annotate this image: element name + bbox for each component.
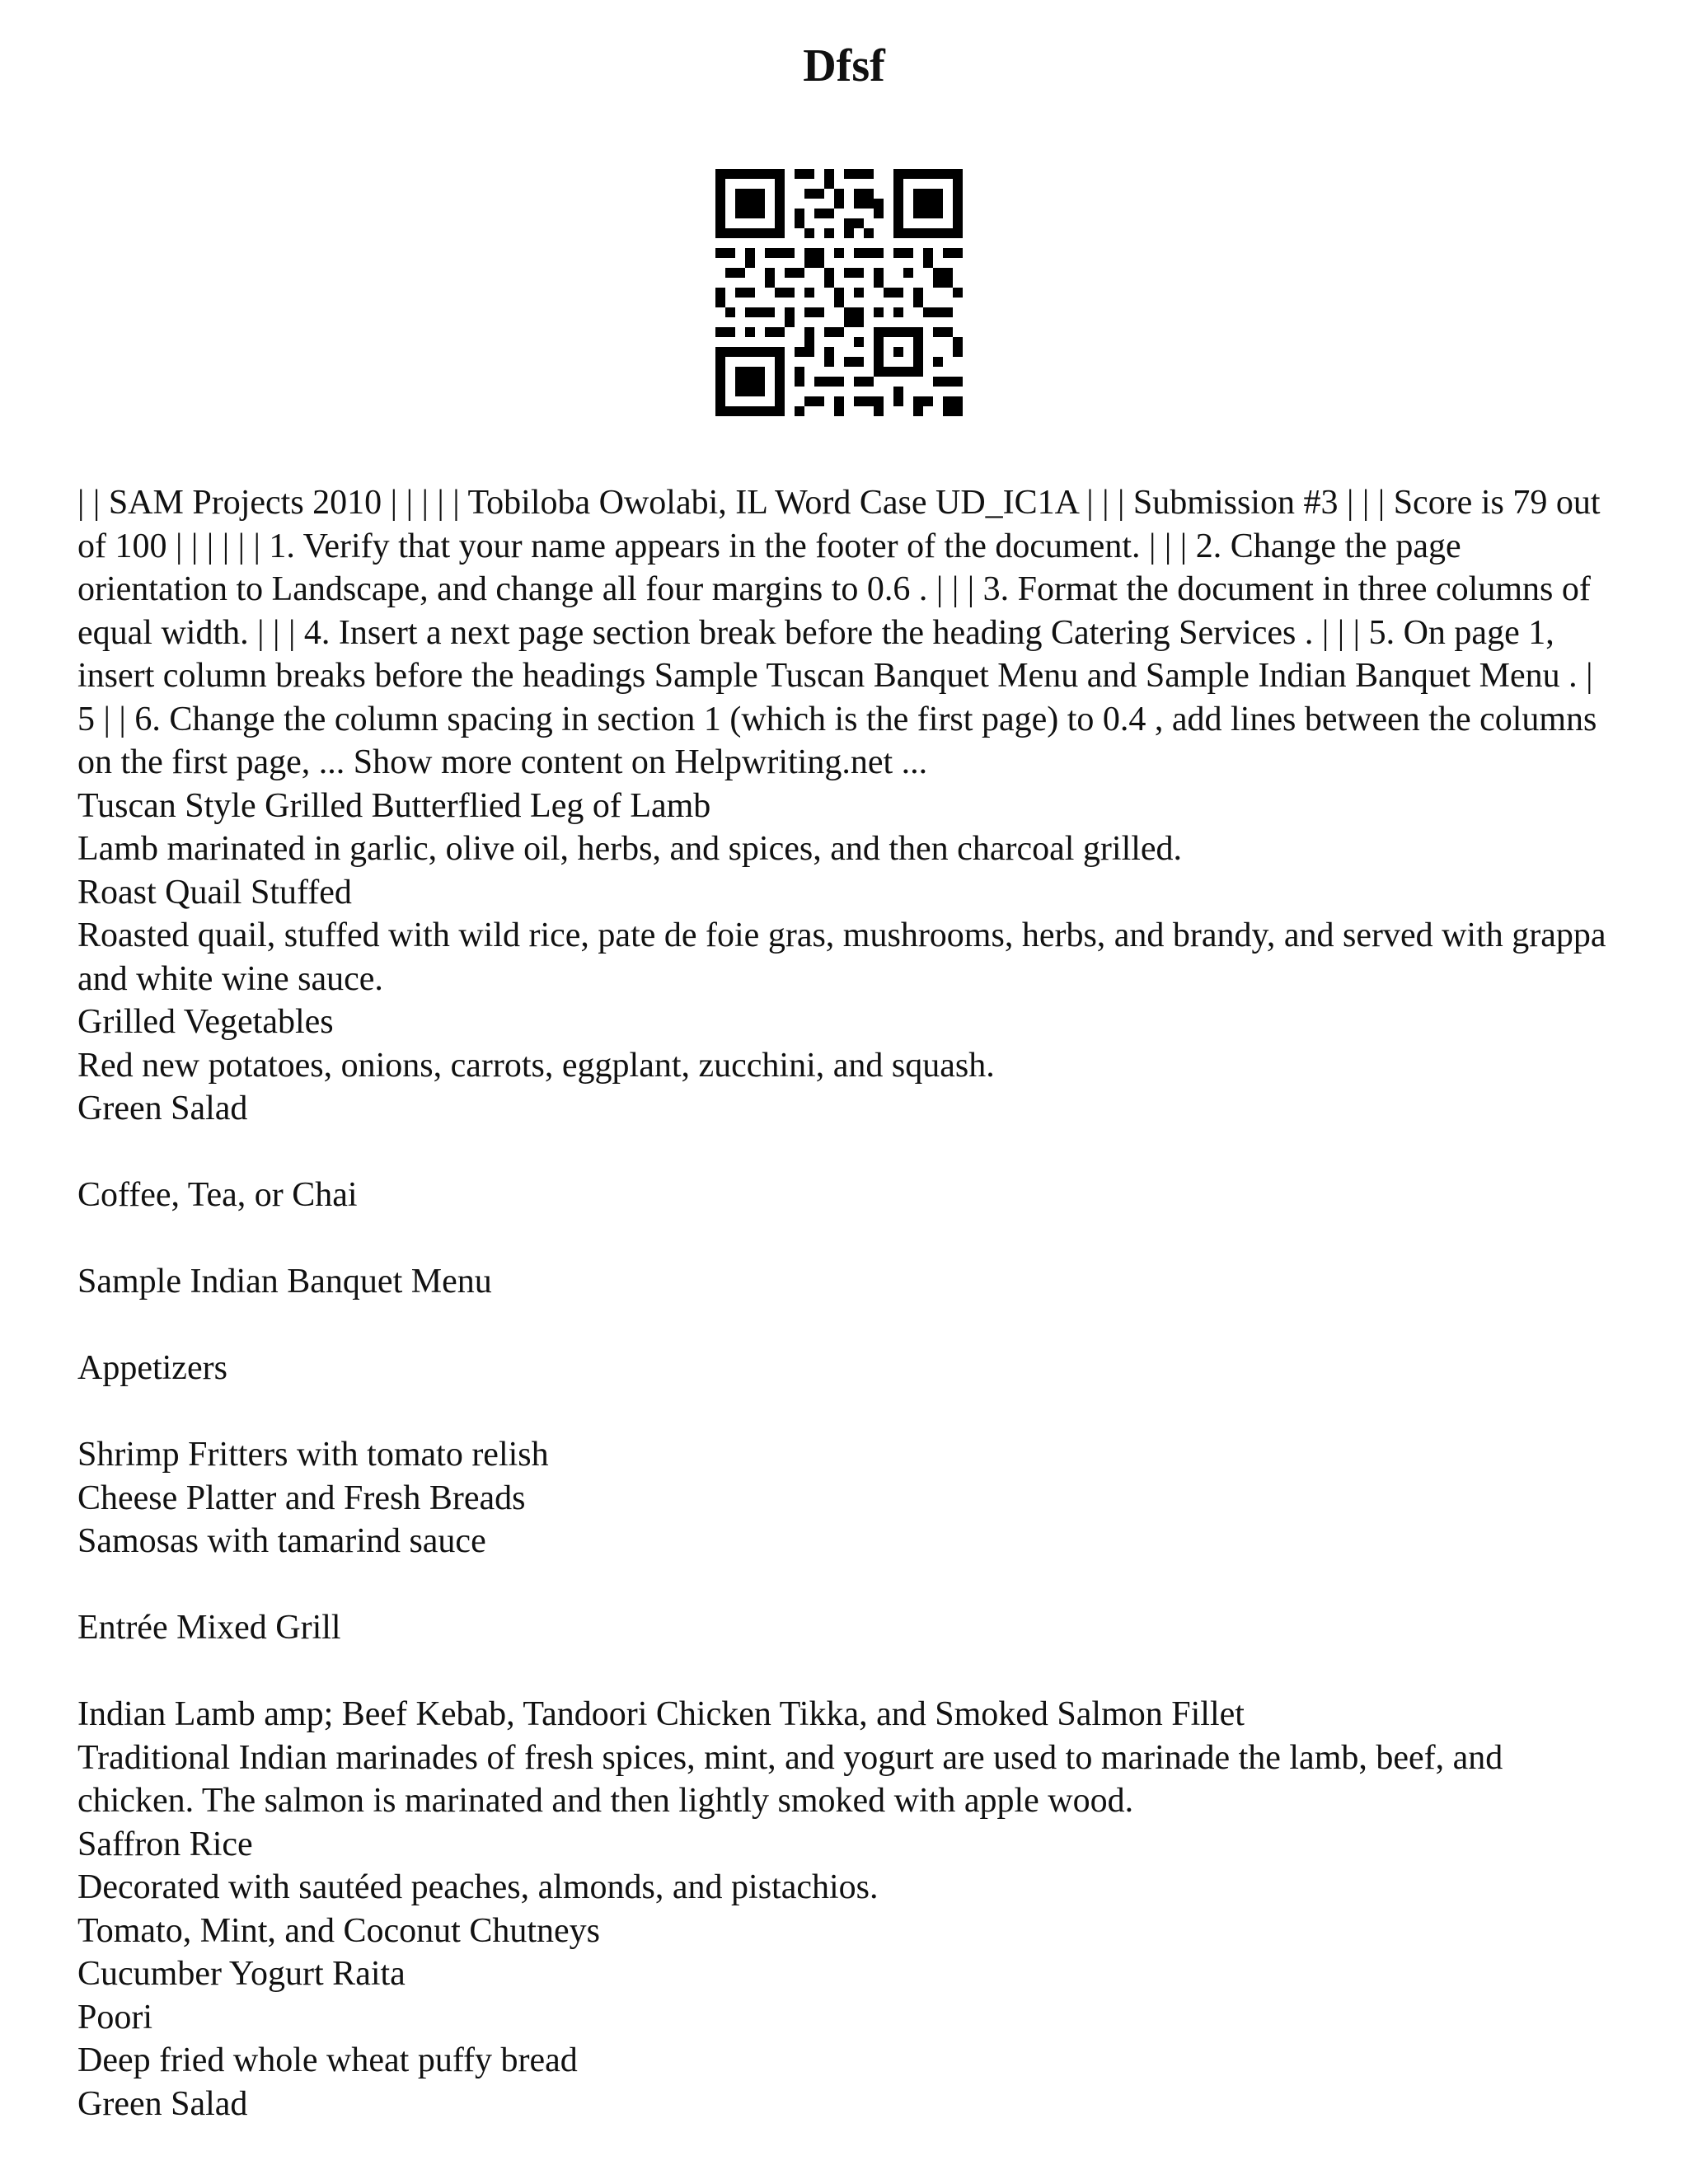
menu-item-title: Cucumber Yogurt Raita [77,1955,406,1993]
menu-item-description: Traditional Indian marinades of fresh spices, mint, and yogurt are used to marinade the lamb, beef, and chicken. The salmon is marinated and then lightly smoked with apple wood. [77,1738,1503,1820]
entree-section [77,1693,1611,2125]
qr-code-icon [715,169,963,416]
indian-menu-heading: Sample Indian Banquet Menu [77,1263,492,1301]
menu-item-title: Roast Quail Stuffed [77,873,352,912]
menu-item-title: Grilled Vegetables [77,1003,334,1041]
document-body [77,481,1611,2125]
list-item: Cheese Platter and Fresh Breads [77,1479,526,1517]
list-item: Shrimp Fritters with tomato relish [77,1436,549,1474]
menu-item-description: Deep fried whole wheat puffy bread [77,2041,578,2079]
intro-paragraph: | | SAM Projects 2010 | | | | | Tobiloba Owolabi, IL Word Case UD_IC1A | | | Submission #3 | | | Score is 79 out of 100 | | | | | | 1. Verify that your name appears in the footer of the document. | | | 2. Change the page orientation to Landscape, and change all four margins to 0.6 . | | | 3. Format the document in three columns of equal width. | | | 4. Insert a next page section break before the heading Catering Services . | | | 5. On page 1, insert column breaks before the headings Sample Tuscan Banquet Menu and Sample Indian Banquet Menu . | 5 | | 6. Change the column spacing in section 1 (which is the first page) to 0.4 , add lines between the columns on the first page, ... Show more content on Helpwriting.net ... [77,484,1601,781]
menu-item-description: Red new potatoes, onions, carrots, eggplant, zucchini, and squash. [77,1046,995,1085]
menu-item-title: Tomato, Mint, and Coconut Chutneys [77,1911,601,1950]
menu-item-description: Decorated with sautéed peaches, almonds, and pistachios. [77,1868,879,1906]
menu-item-title: Saffron Rice [77,1825,253,1863]
tuscan-menu-section [77,785,1611,1131]
menu-item-title: Tuscan Style Grilled Butterflied Leg of Lamb [77,786,711,825]
entree-heading: Entrée Mixed Grill [77,1609,341,1647]
document-title: Dfsf [803,40,885,91]
menu-item-title: Green Salad [77,2084,248,2123]
list-item: Samosas with tamarind sauce [77,1522,486,1560]
menu-item-description: Lamb marinated in garlic, olive oil, herbs, and spices, and then charcoal grilled. [77,830,1183,868]
appetizers-list [77,1433,1611,1563]
menu-item-title: Indian Lamb amp; Beef Kebab, Tandoori Chicken Tikka, and Smoked Salmon Fillet [77,1695,1245,1733]
beverages-line: Coffee, Tea, or Chai [77,1176,358,1214]
appetizers-heading: Appetizers [77,1349,227,1387]
menu-item-title: Green Salad [77,1090,248,1127]
menu-item-description: Roasted quail, stuffed with wild rice, pate de foie gras, mushrooms, herbs, and brandy, and served with grappa and white wine sauce. [77,916,1606,998]
menu-item-title: Poori [77,1998,153,2036]
